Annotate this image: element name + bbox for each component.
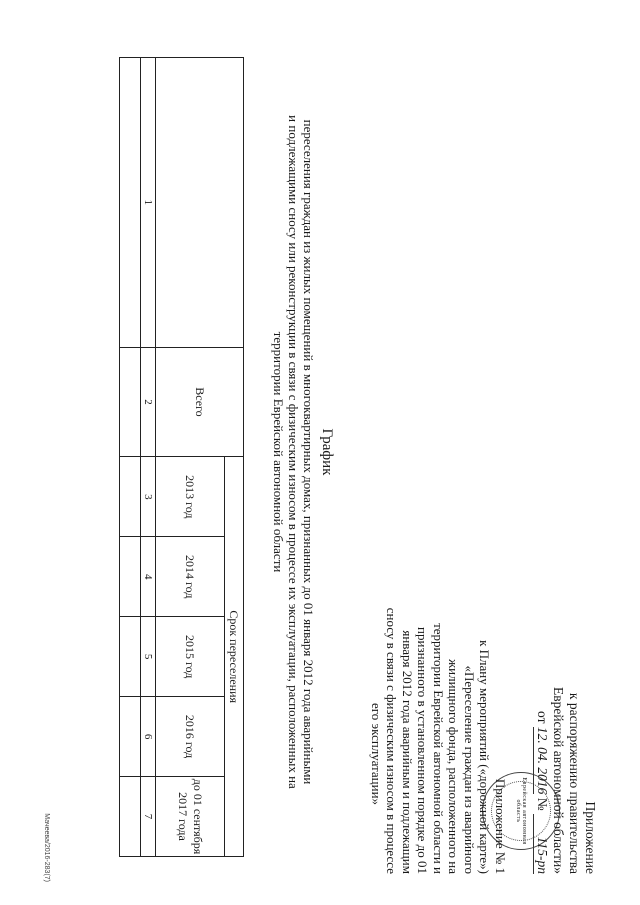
plan-line-1: Приложение № 1 [493,778,508,874]
plan-line-7: января 2012 года аварийным и подлежащим [400,630,415,874]
table-number-row [141,58,156,857]
header-group: Срок переселения [225,457,244,857]
col-number: 7 [141,777,156,857]
number-prefix: № [535,797,550,811]
table-cell [120,537,141,617]
table-cell [120,347,141,457]
stamp-text: Еврейская автономная область [515,777,527,845]
header-until-2017: до 01 сентября 2017 года [156,777,225,857]
header-year-2014: 2014 год [156,537,225,617]
subtitle-line-3: территории Еврейской автономной области [271,331,286,573]
header-total: Всего [156,347,244,457]
table-row [120,58,141,857]
table-cell [120,457,141,537]
appendix-date-line [533,544,550,874]
appendix-title: Приложение [583,801,598,874]
plan-line-5: территории Еврейской автономной области и [431,623,446,874]
col-number: 4 [141,537,156,617]
table-cell [120,697,141,777]
table-header-row [225,58,244,857]
document-page [20,12,620,892]
plan-line-8: сносу в связи с физическим износом в процессе [384,607,400,874]
col-number: 6 [141,697,156,777]
appendix-block [533,544,598,874]
plan-line-2: к Плану мероприятий («дорожной карте») [477,640,493,874]
plan-line-3: «Переселение граждан из аварийного [462,665,477,874]
page-subtitle [271,32,316,872]
plan-line-9: его эксплуатации» [369,702,384,806]
header-year-2016: 2016 год [156,697,225,777]
plan-line-4: жилищного фонда, расположенного на [446,659,462,874]
footer-reference: Мачеева/2016-283(7) [43,813,50,882]
appendix-date: 12. 04. 2016 [535,726,550,795]
plan-appendix-block [369,574,509,874]
col-number: 2 [141,347,156,457]
appendix-line-3: Еврейской автономной области» [551,686,566,874]
header-name-cell [156,58,244,348]
col-number: 3 [141,457,156,537]
col-number: 5 [141,617,156,697]
date-prefix: от [535,711,550,724]
page-title: График [319,428,335,476]
table-cell [120,58,141,348]
header-year-2015: 2015 год [156,617,225,697]
schedule-table [119,57,244,857]
col-number: 1 [141,58,156,348]
plan-line-6: признанного в установленном порядке до 01 [415,627,431,874]
table-cell [120,777,141,857]
appendix-line-2: к распоряжению правительства [567,692,582,874]
table-cell [120,617,141,697]
subtitle-line-1: переселения граждан из жилых помещений в многоквартирных домах, признанных до 01 января 2012 года аварийными [301,119,316,785]
appendix-number: 115-рп [533,814,550,874]
subtitle-line-2: и подлежащими сносу или реконструкции в связи с физическим износом в процессе их эксплуатации, расположенных на [286,115,301,789]
header-year-2013: 2013 год [156,457,225,537]
